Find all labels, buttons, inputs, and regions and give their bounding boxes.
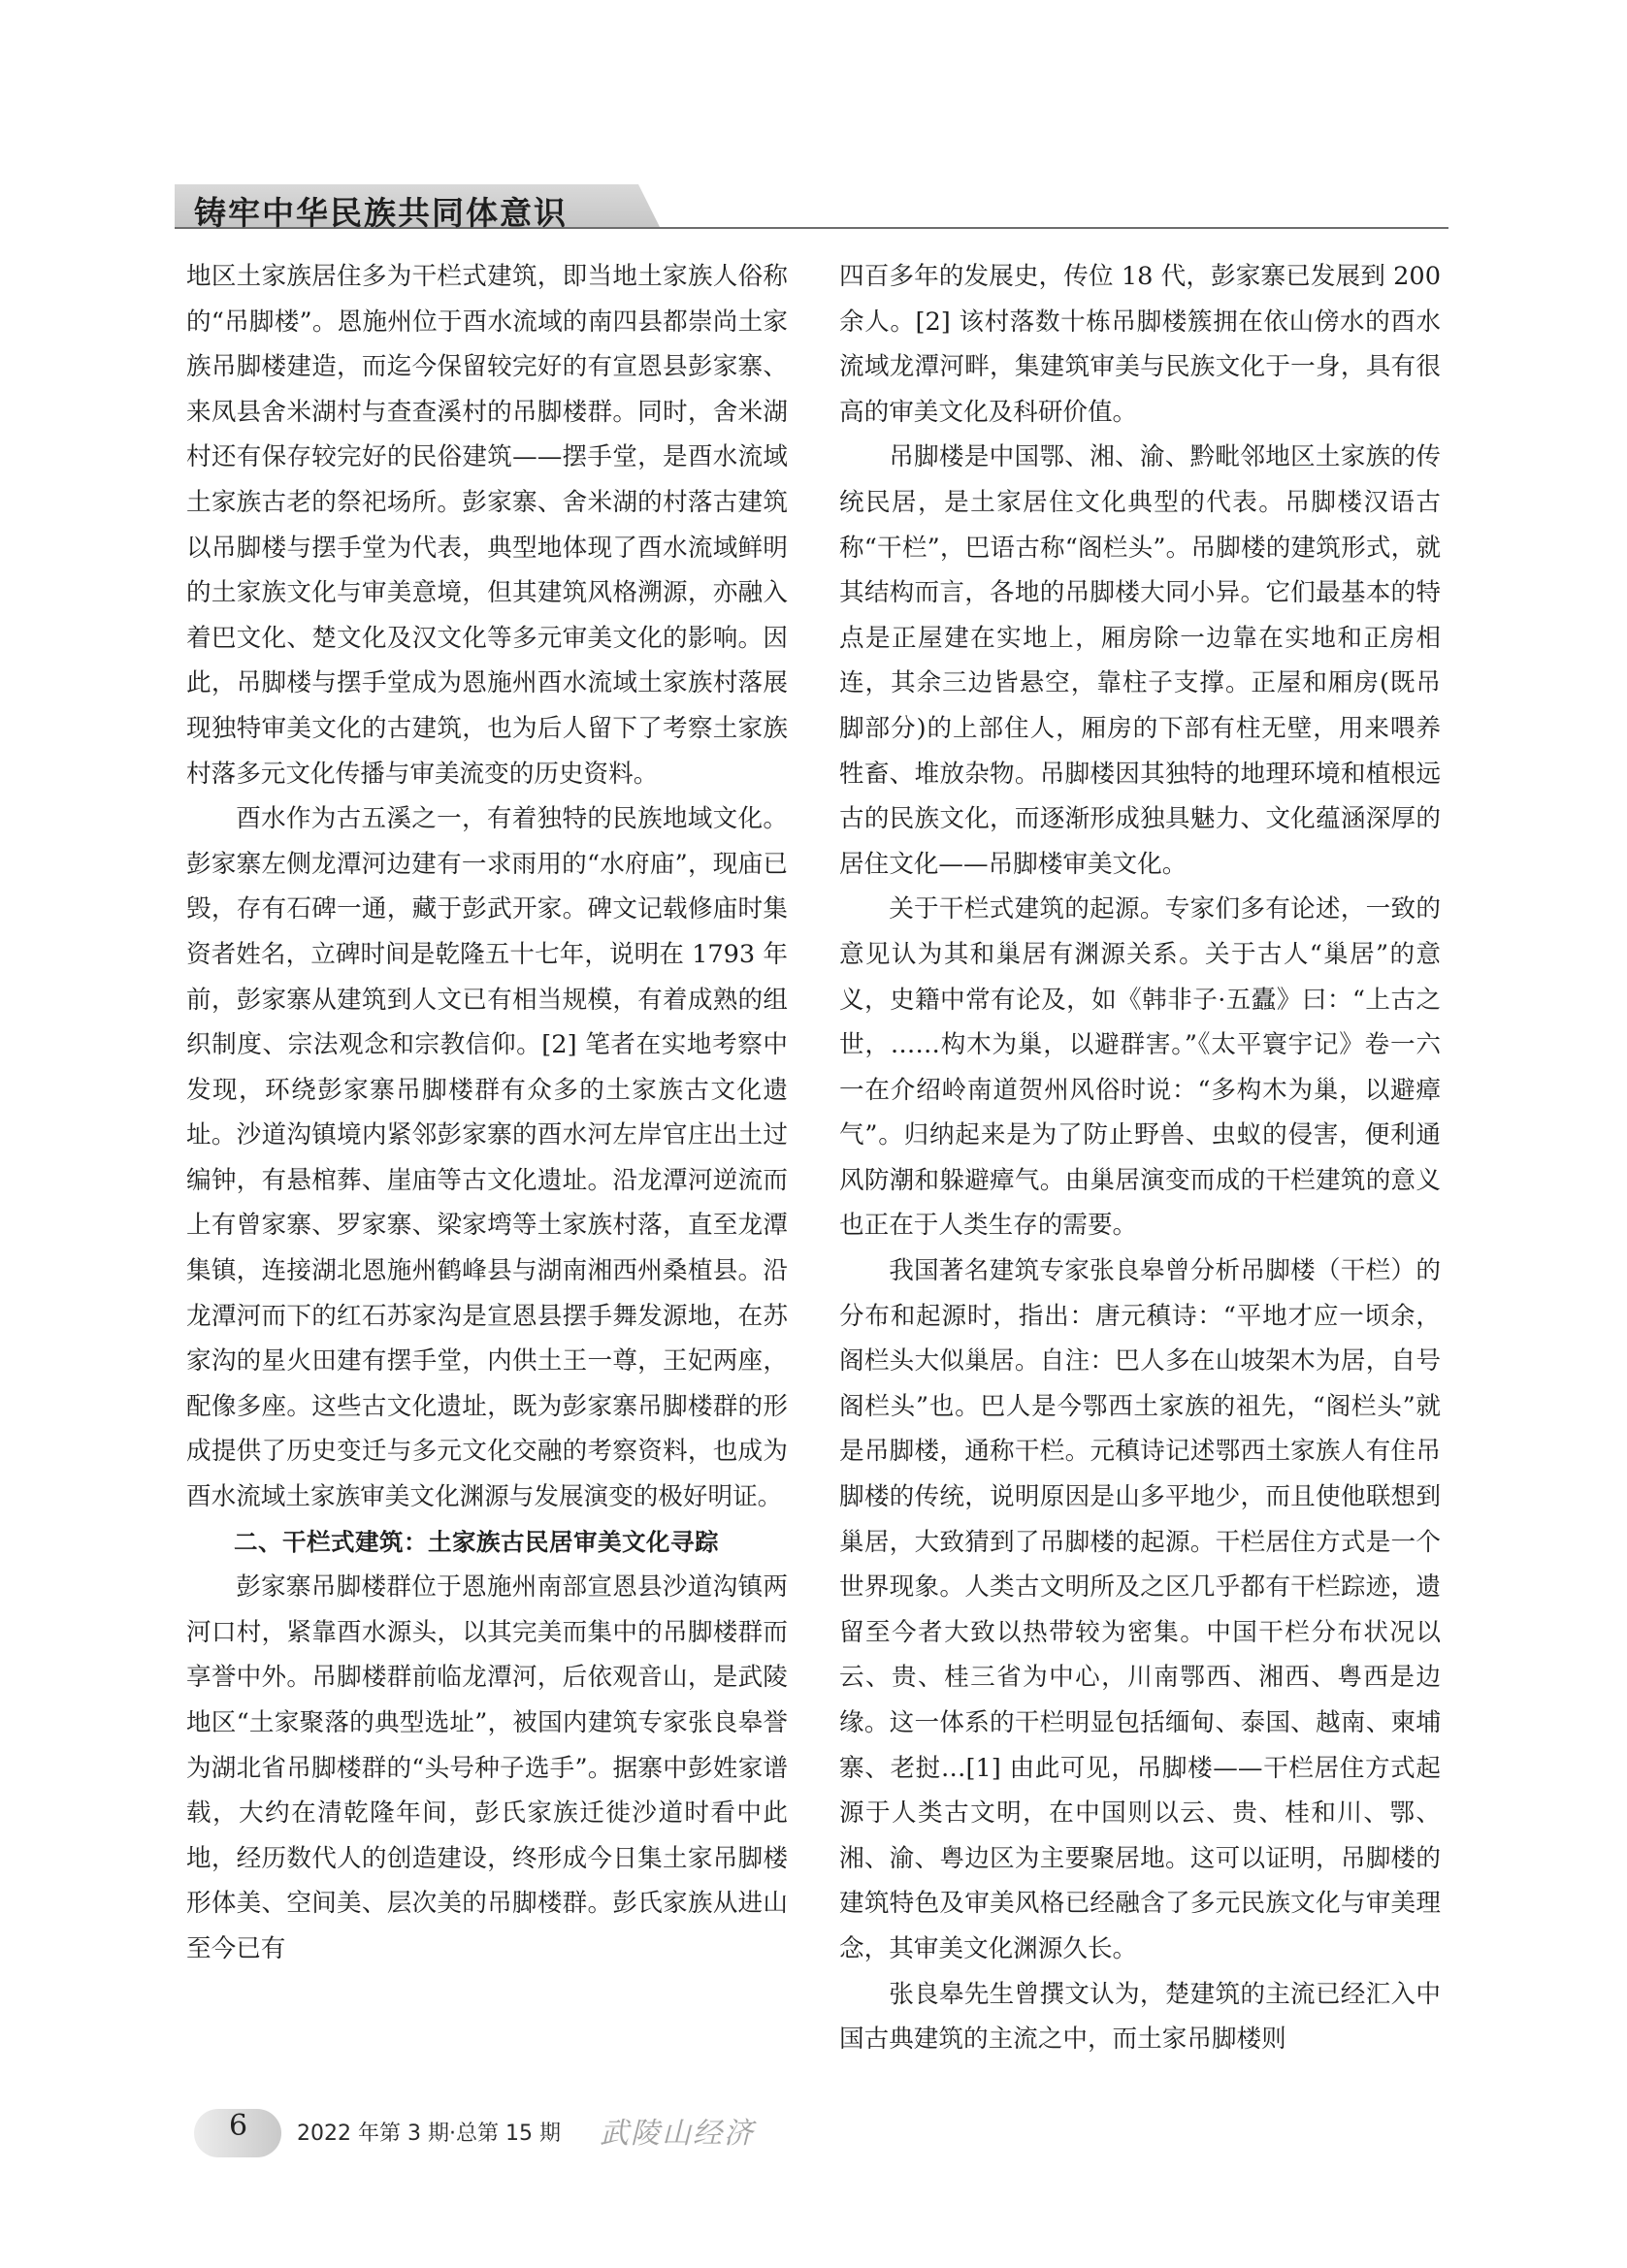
right-column xyxy=(839,254,1441,2062)
paragraph: 吊脚楼是中国鄂、湘、渝、黔毗邻地区土家族的传统民居，是土家居住文化典型的代表。吊脚楼汉语古称“干栏”，巴语古称“阁栏头”。吊脚楼的建筑形式，就其结构而言，各地的吊脚楼大同小异。它们最基本的特点是正屋建在实地上，厢房除一边靠在实地和正房相连，其余三边皆悬空，靠柱子支撑。正屋和厢房(既吊脚部分)的上部住人，厢房的下部有柱无壁，用来喂养牲畜、堆放杂物。吊脚楼因其独特的地理环境和植根远古的民族文化，而逐渐形成独具魅力、文化蕴涵深厚的居住文化——吊脚楼审美文化。 xyxy=(839,442,1441,879)
issue-info: 2022 年第 3 期·总第 15 期 xyxy=(297,2122,561,2146)
page-number: 6 xyxy=(229,2109,248,2143)
paragraph: 地区土家族居住多为干栏式建筑，即当地土家族人俗称的“吊脚楼”。恩施州位于酉水流域的南四县都崇尚土家族吊脚楼建造，而迄今保留较完好的有宣恩县彭家寨、来凤县舍米湖村与查查溪村的吊脚楼群。同时，舍米湖村还有保存较完好的民俗建筑——摆手堂，是酉水流域土家族古老的祭祀场所。彭家寨、舍米湖的村落古建筑以吊脚楼与摆手堂为代表，典型地体现了酉水流域鲜明的土家族文化与审美意境，但其建筑风格溯源，亦融入着巴文化、楚文化及汉文化等多元审美文化的影响。因此，吊脚楼与摆手堂成为恩施州酉水流域土家族村落展现独特审美文化的古建筑，也为后人留下了考察土家族村落多元文化传播与审美流变的历史资料。 xyxy=(186,262,788,789)
column-title: 铸牢中华民族共同体意识 xyxy=(194,194,568,232)
left-column xyxy=(186,254,788,1972)
paragraph: 张良皋先生曾撰文认为，楚建筑的主流已经汇入中国古典建筑的主流之中，而土家吊脚楼则 xyxy=(839,1979,1441,2055)
journal-logo: 武陵山经济 xyxy=(600,2117,755,2151)
paragraph: 四百多年的发展史，传位 18 代，彭家寨已发展到 200 余人。[2] 该村落数十栋吊脚楼簇拥在依山傍水的酉水流域龙潭河畔，集建筑审美与民族文化于一身，具有很高的审美文化及科研价值。 xyxy=(839,262,1441,427)
section-heading: 二、干栏式建筑：土家族古民居审美文化寻踪 xyxy=(234,1527,719,1556)
paragraph: 关于干栏式建筑的起源。专家们多有论述，一致的意见认为其和巢居有渊源关系。关于古人“巢居”的意义，史籍中常有论及，如《韩非子·五蠹》曰：“上古之世，……构木为巢，以避群害。”《太平寰宇记》卷一六一在介绍岭南道贺州风俗时说：“多构木为巢，以避瘴气”。归纳起来是为了防止野兽、虫蚁的侵害，便利通风防潮和躲避瘴气。由巢居演变而成的干栏建筑的意义也正在于人类生存的需要。 xyxy=(839,894,1441,1241)
paragraph: 彭家寨吊脚楼群位于恩施州南部宣恩县沙道沟镇两河口村，紧靠酉水源头，以其完美而集中的吊脚楼群而享誉中外。吊脚楼群前临龙潭河，后依观音山，是武陵地区“土家聚落的典型选址”，被国内建筑专家张良皋誉为湖北省吊脚楼群的“头号种子选手”。据寨中彭姓家谱载，大约在清乾隆年间，彭氏家族迁徙沙道时看中此地，经历数代人的创造建设，终形成今日集土家吊脚楼形体美、空间美、层次美的吊脚楼群。彭氏家族从进山至今已有 xyxy=(186,1572,788,1963)
paragraph: 我国著名建筑专家张良皋曾分析吊脚楼（干栏）的分布和起源时，指出：唐元稹诗：“平地才应一顷余，阁栏头大似巢居。自注：巴人多在山坡架木为居，自号阁栏头”也。巴人是今鄂西土家族的祖先，“阁栏头”就是吊脚楼，通称干栏。元稹诗记述鄂西土家族人有住吊脚楼的传统，说明原因是山多平地少，而且使他联想到巢居，大致猜到了吊脚楼的起源。干栏居住方式是一个世界现象。人类古文明所及之区几乎都有干栏踪迹，遗留至今者大致以热带较为密集。中国干栏分布状况以云、贵、桂三省为中心，川南鄂西、湘西、粤西是边缘。这一体系的干栏明显包括缅甸、泰国、越南、柬埔寨、老挝…[1] 由此可见，吊脚楼——干栏居住方式起源于人类古文明，在中国则以云、贵、桂和川、鄂、湘、渝、粤边区为主要聚居地。这可以证明，吊脚楼的建筑特色及审美风格已经融含了多元民族文化与审美理念，其审美文化渊源久长。 xyxy=(839,1256,1441,1963)
paragraph: 酉水作为古五溪之一，有着独特的民族地域文化。彭家寨左侧龙潭河边建有一求雨用的“水府庙”，现庙已毁，存有石碑一通，藏于彭武开家。碑文记载修庙时集资者姓名，立碑时间是乾隆五十七年，说明在 1793 年前，彭家寨从建筑到人文已有相当规模，有着成熟的组织制度、宗法观念和宗教信仰。[2] 笔者在实地考察中发现，环绕彭家寨吊脚楼群有众多的土家族古文化遗址。沙道沟镇境内紧邻彭家寨的酉水河左岸官庄出土过编钟，有悬棺葬、崖庙等古文化遗址。沿龙潭河逆流而上有曾家寨、罗家寨、梁家塆等土家族村落，直至龙潭集镇，连接湖北恩施州鹤峰县与湖南湘西州桑植县。沿龙潭河而下的红石苏家沟是宣恩县摆手舞发源地，在苏家沟的星火田建有摆手堂，内供土王一尊，王妃两座，配像多座。这些古文化遗址，既为彭家寨吊脚楼群的形成提供了历史变迁与多元文化交融的考察资料，也成为酉水流域土家族审美文化渊源与发展演变的极好明证。 xyxy=(186,804,788,1512)
page-footer xyxy=(194,2105,776,2163)
running-header xyxy=(175,184,1448,232)
